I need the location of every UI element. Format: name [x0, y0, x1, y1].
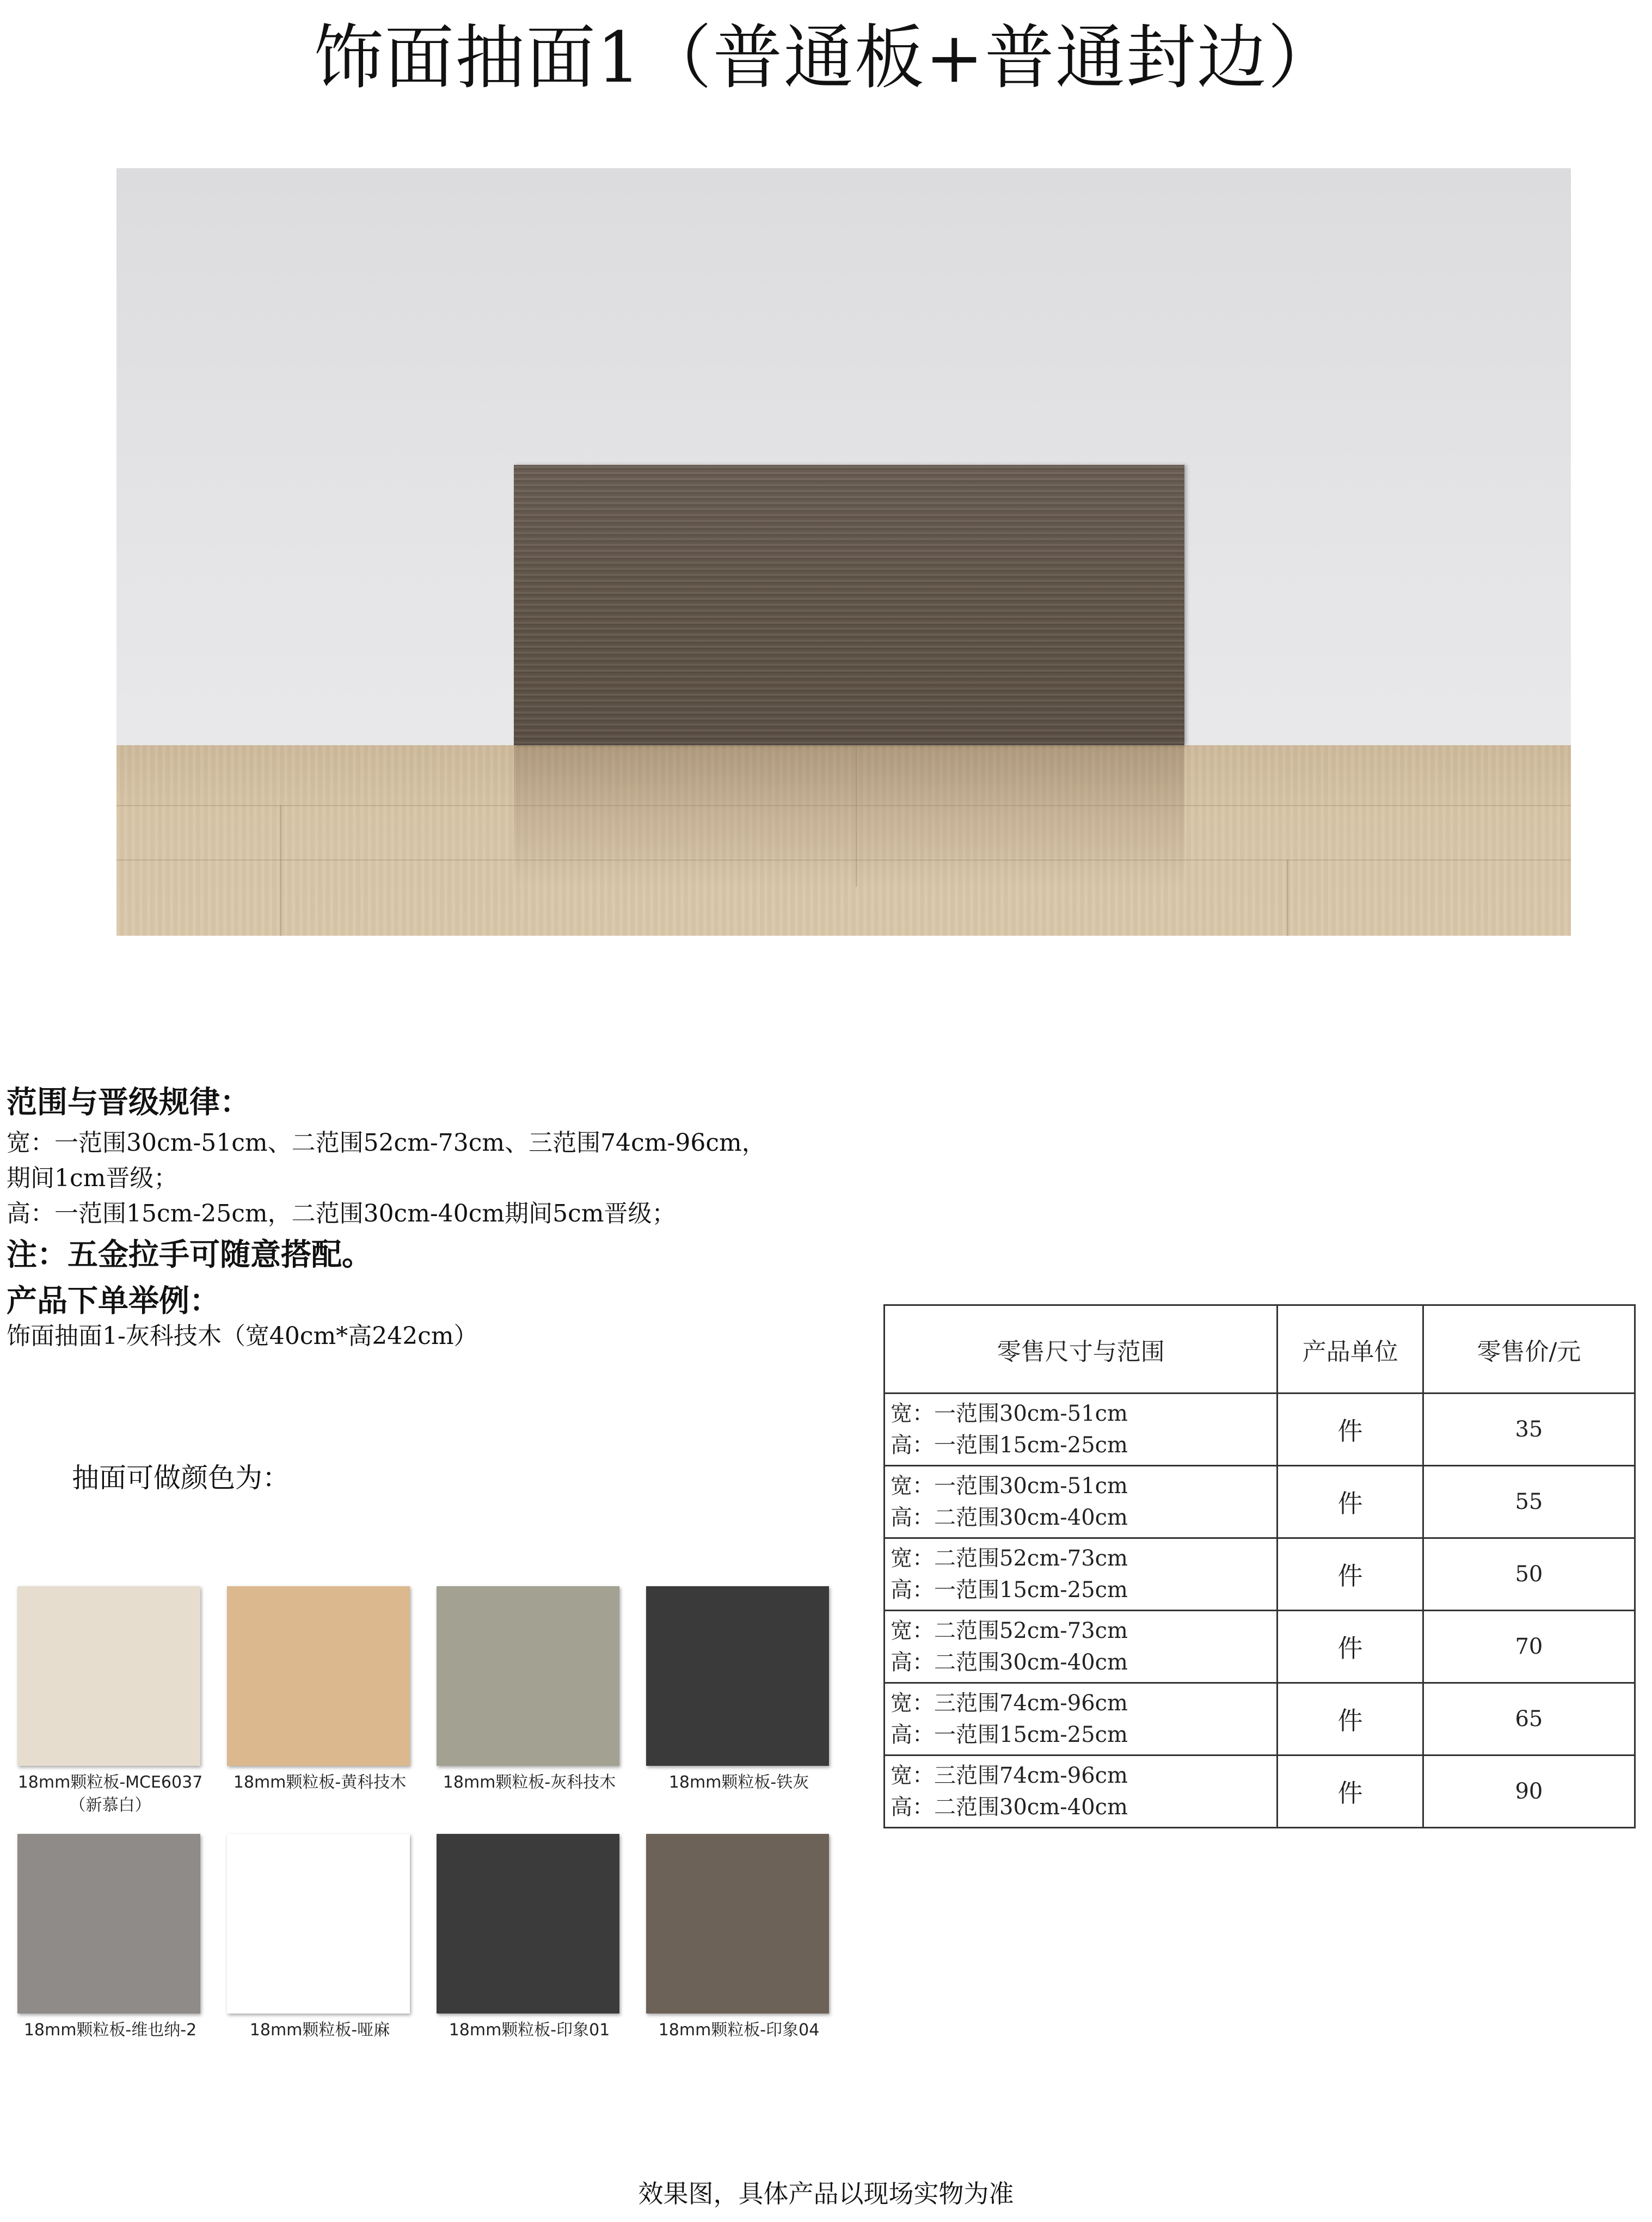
price-cell: 70: [1423, 1611, 1635, 1683]
floor-seam: [116, 805, 1571, 806]
floor-seam: [856, 745, 857, 887]
table-row: [885, 1755, 1635, 1828]
rules-heading: 范围与晋级规律：: [7, 1084, 250, 1120]
rules-line: 宽：一范围30cm-51cm、二范围52cm-73cm、三范围74cm-96cm，: [7, 1129, 766, 1157]
height-range: 高：二范围30cm-40cm: [891, 1650, 1128, 1675]
header-price: 零售价/元: [1423, 1305, 1635, 1394]
size-range-cell: [885, 1538, 1278, 1611]
swatch-name: 18mm颗粒板-MCE6037: [17, 1773, 203, 1792]
height-range: 高：一范围15cm-25cm: [891, 1578, 1128, 1603]
color-swatch: [634, 1826, 844, 2071]
swatch-name: 18mm颗粒板-维也纳-2: [23, 2021, 197, 2040]
width-range: 宽：三范围74cm-96cm: [891, 1691, 1128, 1716]
floor-seam: [1287, 860, 1288, 936]
unit-cell: 件: [1278, 1755, 1423, 1828]
size-range-cell: [885, 1755, 1278, 1828]
price-cell: 65: [1423, 1683, 1635, 1755]
swatch-label: [215, 1771, 425, 1794]
height-range: 高：二范围30cm-40cm: [891, 1505, 1128, 1530]
swatch-label: [634, 1771, 844, 1794]
width-range: 宽：二范围52cm-73cm: [891, 1546, 1128, 1571]
header-size-range: 零售尺寸与范围: [885, 1305, 1278, 1394]
table-row: [885, 1683, 1635, 1755]
size-range-cell: [885, 1394, 1278, 1466]
swatch-label: [425, 2019, 634, 2042]
swatch-name: 18mm颗粒板-印象04: [658, 2021, 820, 2040]
color-swatch: [634, 1579, 844, 1826]
table-row: [885, 1466, 1635, 1538]
floor-seam: [116, 860, 1571, 861]
color-swatch: [5, 1579, 215, 1826]
color-swatch: [425, 1826, 634, 2071]
swatch-name: 18mm颗粒板-铁灰: [668, 1773, 809, 1792]
price-cell: 35: [1423, 1394, 1635, 1466]
colors-title: 抽面可做颜色为：: [72, 1462, 290, 1494]
drawer-front-panel: [514, 465, 1184, 745]
color-swatch: [5, 1826, 215, 2071]
hardware-note: 注：五金拉手可随意搭配。: [7, 1237, 372, 1273]
price-cell: 55: [1423, 1466, 1635, 1538]
swatch-name: 18mm颗粒板-哑麻: [249, 2021, 390, 2040]
height-range: 高：一范围15cm-25cm: [891, 1722, 1128, 1747]
swatch-name: 18mm颗粒板-灰科技木: [443, 1773, 616, 1792]
swatch-label: [634, 2019, 844, 2042]
width-range: 宽：一范围30cm-51cm: [891, 1474, 1128, 1499]
footer-disclaimer: 效果图，具体产品以现场实物为准: [638, 2179, 1014, 2208]
size-range-cell: [885, 1683, 1278, 1755]
swatch-color-box: [646, 1586, 829, 1766]
width-range: 宽：二范围52cm-73cm: [891, 1618, 1128, 1643]
floor-seam: [280, 805, 281, 936]
header-unit: 产品单位: [1278, 1305, 1423, 1394]
swatch-color-box: [646, 1834, 829, 2014]
color-swatch: [425, 1579, 634, 1826]
swatch-color-box: [17, 1834, 200, 2014]
unit-cell: 件: [1278, 1538, 1423, 1611]
swatch-color-box: [227, 1586, 410, 1766]
swatch-color-box: [437, 1834, 619, 2014]
price-table: [883, 1304, 1636, 1828]
rules-line: 高：一范围15cm-25cm，二范围30cm-40cm期间5cm晋级；: [7, 1200, 676, 1227]
swatch-color-box: [437, 1586, 619, 1766]
page-title: 饰面抽面1（普通板+普通封边）: [314, 17, 1338, 99]
wood-floor: [116, 745, 1571, 936]
price-cell: 90: [1423, 1755, 1635, 1828]
unit-cell: 件: [1278, 1611, 1423, 1683]
width-range: 宽：三范围74cm-96cm: [891, 1763, 1128, 1788]
unit-cell: 件: [1278, 1394, 1423, 1466]
swatch-color-box: [17, 1586, 200, 1766]
swatch-name: 18mm颗粒板-印象01: [449, 2021, 610, 2040]
table-row: [885, 1394, 1635, 1466]
rules-line: 期间1cm晋级；: [7, 1164, 178, 1192]
swatch-label: [215, 2019, 425, 2042]
size-range-cell: [885, 1466, 1278, 1538]
swatch-label: [5, 1771, 215, 1817]
unit-cell: 件: [1278, 1683, 1423, 1755]
color-swatch-grid: [5, 1579, 844, 2068]
unit-cell: 件: [1278, 1466, 1423, 1538]
product-render-image: [116, 168, 1571, 936]
swatch-subname: （新慕白）: [69, 1796, 151, 1815]
swatch-label: [5, 2019, 215, 2042]
swatch-name: 18mm颗粒板-黄科技木: [233, 1773, 407, 1792]
height-range: 高：二范围30cm-40cm: [891, 1795, 1128, 1820]
table-header-row: [885, 1305, 1635, 1394]
swatch-color-box: [227, 1834, 410, 2014]
size-range-cell: [885, 1611, 1278, 1683]
height-range: 高：一范围15cm-25cm: [891, 1433, 1128, 1458]
order-heading: 产品下单举例：: [7, 1283, 220, 1319]
width-range: 宽：一范围30cm-51cm: [891, 1401, 1128, 1426]
color-swatch: [215, 1826, 425, 2071]
color-swatch: [215, 1579, 425, 1826]
order-example: 饰面抽面1-灰科技木（宽40cm*高242cm）: [7, 1322, 478, 1350]
table-row: [885, 1538, 1635, 1611]
panel-reflection: [514, 745, 1184, 887]
swatch-label: [425, 1771, 634, 1794]
table-row: [885, 1611, 1635, 1683]
price-cell: 50: [1423, 1538, 1635, 1611]
